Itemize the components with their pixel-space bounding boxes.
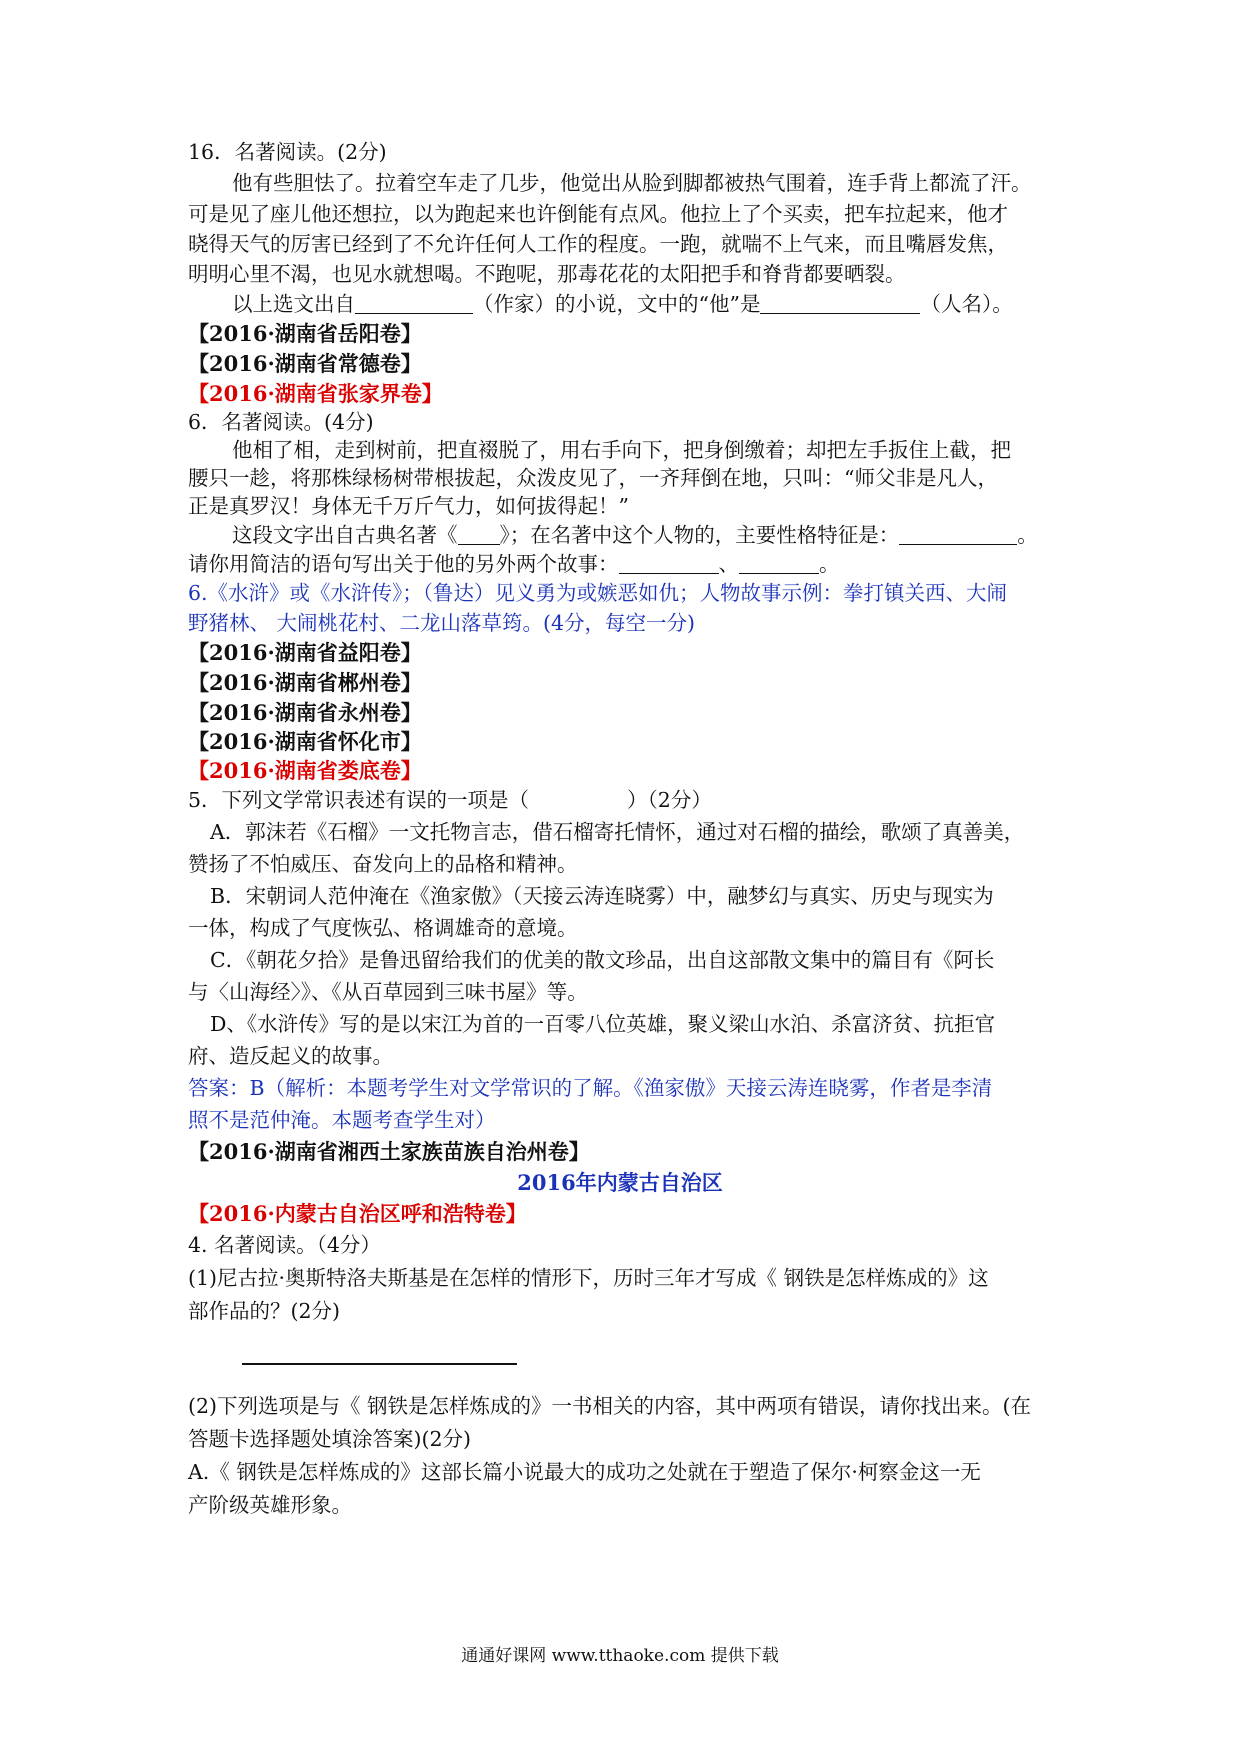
q5-optA-line-1: A．郭沫若《石榴》一文托物言志，借石榴寄托情怀，通过对石榴的描绘，歌颂了真善美， — [210, 820, 1025, 844]
q4-optA-line-2: 产阶级英雄形象。 — [188, 1493, 352, 1517]
q6-question-1 — [232, 519, 1038, 551]
q16-author-blank[interactable] — [355, 291, 473, 314]
q16-question-part3: （人名）。 — [920, 292, 1013, 316]
q16-question-part2: （作家）的小说，文中的“他”是 — [473, 292, 761, 316]
q6-question2-b: 、 — [718, 552, 739, 576]
q5-optB-line-2: 一体，构成了气度恢弘、格调雄奇的意境。 — [188, 916, 578, 940]
q16-heading: 16．名著阅读。(2分) — [188, 140, 387, 164]
q5-heading-b: ）（2分） — [627, 788, 712, 812]
q6-question-2 — [188, 548, 840, 580]
q4-p1-line-2: 部作品的？(2分) — [188, 1299, 341, 1323]
q5-heading — [188, 784, 712, 816]
footer-text: 通通好课网 www.tthaoke.com 提供下载 — [461, 1646, 779, 1666]
q6-answer-line-2: 野猪林、 大闹桃花村、二龙山落草筠。(4分，每空一分) — [188, 611, 696, 635]
q6-question-a: 这段文字出自古典名著《 — [232, 523, 458, 547]
q6-answer-line-1: 6.《水浒》或《水浒传》；（鲁达）见义勇为或嫉恶如仇；人物故事示例：拳打镇关西、大闹 — [188, 581, 1008, 605]
q5-optC-line-2: 与〈山海经〉》、《从百草园到三味书屋》等。 — [188, 980, 588, 1004]
section-huaihua: 【2016·湖南省怀化市】 — [188, 729, 422, 754]
q6-story2-blank[interactable] — [739, 551, 819, 574]
q5-optB-line-1: B．宋朝词人范仲淹在《渔家傲》（天接云涛连晓雾）中，融梦幻与真实、历史与现实为 — [210, 884, 994, 908]
section-chenzhou: 【2016·湖南省郴州卷】 — [188, 670, 422, 695]
q16-name-blank[interactable] — [760, 291, 920, 314]
q6-passage-line-1: 他相了相，走到树前，把直裰脱了，用右手向下，把身倒缴着；却把左手扳住上截，把 — [232, 438, 1011, 462]
q5-optA-line-2: 赞扬了不怕威压、奋发向上的品格和精神。 — [188, 852, 578, 876]
region-title: 2016年内蒙古自治区 — [517, 1170, 723, 1195]
q5-optD-line-2: 府、造反起义的故事。 — [188, 1044, 393, 1068]
q6-heading: 6．名著阅读。(4分) — [188, 410, 374, 434]
q6-question2-a: 请你用简洁的语句写出关于他的另外两个故事： — [188, 552, 619, 576]
q6-passage-line-2: 腰只一趁，将那株绿杨树带根拔起，众泼皮见了，一齐拜倒在地，只叫：“师父非是凡人， — [188, 466, 998, 490]
section-loudi: 【2016·湖南省娄底卷】 — [188, 758, 422, 783]
section-yueyang: 【2016·湖南省岳阳卷】 — [188, 321, 422, 346]
q4-p2-line-1: (2)下列选项是与《 钢铁是怎样炼成的》一书相关的内容，其中两项有错误，请你找出来。(在 — [188, 1394, 1032, 1418]
q5-optD-line-1: D、《水浒传》写的是以宋江为首的一百零八位英雄，聚义梁山水泊、杀富济贫、抗拒官 — [210, 1012, 996, 1036]
q16-passage-line-1: 他有些胆怯了。拉着空车走了几步，他觉出从脸到脚都被热气围着，连手背上都流了汗。 — [232, 171, 1032, 195]
section-yiyang: 【2016·湖南省益阳卷】 — [188, 640, 422, 665]
q6-trait-blank[interactable] — [899, 522, 1017, 545]
q16-passage-line-4: 明明心里不渴，也见水就想喝。不跑呢，那毒花花的太阳把手和脊背都要晒裂。 — [188, 262, 906, 286]
q16-question-part1: 以上选文出自 — [232, 292, 355, 316]
q16-question — [232, 288, 1013, 320]
section-huhehaote: 【2016·内蒙古自治区呼和浩特卷】 — [188, 1201, 527, 1226]
q6-question2-c: 。 — [819, 552, 840, 576]
q5-answer-line-2: 照不是范仲淹。本题考查学生对） — [188, 1108, 496, 1132]
section-yongzhou: 【2016·湖南省永州卷】 — [188, 700, 422, 725]
q6-passage-line-3: 正是真罗汉！身体无千万斤气力，如何拔得起！” — [188, 494, 629, 518]
q6-story1-blank[interactable] — [619, 551, 719, 574]
q4-p1-line-1: (1)尼古拉·奥斯特洛夫斯基是在怎样的情形下，历时三年才写成《 钢铁是怎样炼成的》这 — [188, 1266, 989, 1290]
q6-question-c: 。 — [1017, 523, 1038, 547]
section-zhangjiajie: 【2016·湖南省张家界卷】 — [188, 381, 443, 406]
q16-passage-line-3: 晓得天气的厉害已经到了不允许任何人工作的程度。一跑，就喘不上气来，而且嘴唇发焦， — [188, 232, 1008, 256]
section-xiangxi: 【2016·湖南省湘西土家族苗族自治州卷】 — [188, 1139, 590, 1164]
q16-passage-line-2: 可是见了座儿他还想拉，以为跑起来也许倒能有点风。他拉上了个买卖，把车拉起来，他才 — [188, 202, 1008, 226]
q4-p2-line-2: 答题卡选择题处填涂答案)(2分) — [188, 1427, 472, 1451]
q5-answer-line-1: 答案：B（解析：本题考学生对文学常识的了解。《渔家傲》天接云涛连晓雾，作者是李清 — [188, 1076, 993, 1100]
q4-heading: 4. 名著阅读。（4分） — [188, 1233, 381, 1257]
q6-question-b: 》；在名著中这个人物的，主要性格特征是： — [499, 523, 900, 547]
q6-book-blank[interactable] — [458, 522, 500, 545]
q4-answer-line[interactable] — [242, 1363, 517, 1365]
section-changde: 【2016·湖南省常德卷】 — [188, 351, 422, 376]
q4-optA-line-1: A.《 钢铁是怎样炼成的》这部长篇小说最大的成功之处就在于塑造了保尔·柯察金这一无 — [188, 1460, 981, 1484]
q5-heading-a: 5．下列文学常识表述有误的一项是（ — [188, 788, 530, 812]
q5-optC-line-1: C．《朝花夕拾》是鲁迅留给我们的优美的散文珍品，出自这部散文集中的篇目有《阿长 — [210, 948, 995, 972]
